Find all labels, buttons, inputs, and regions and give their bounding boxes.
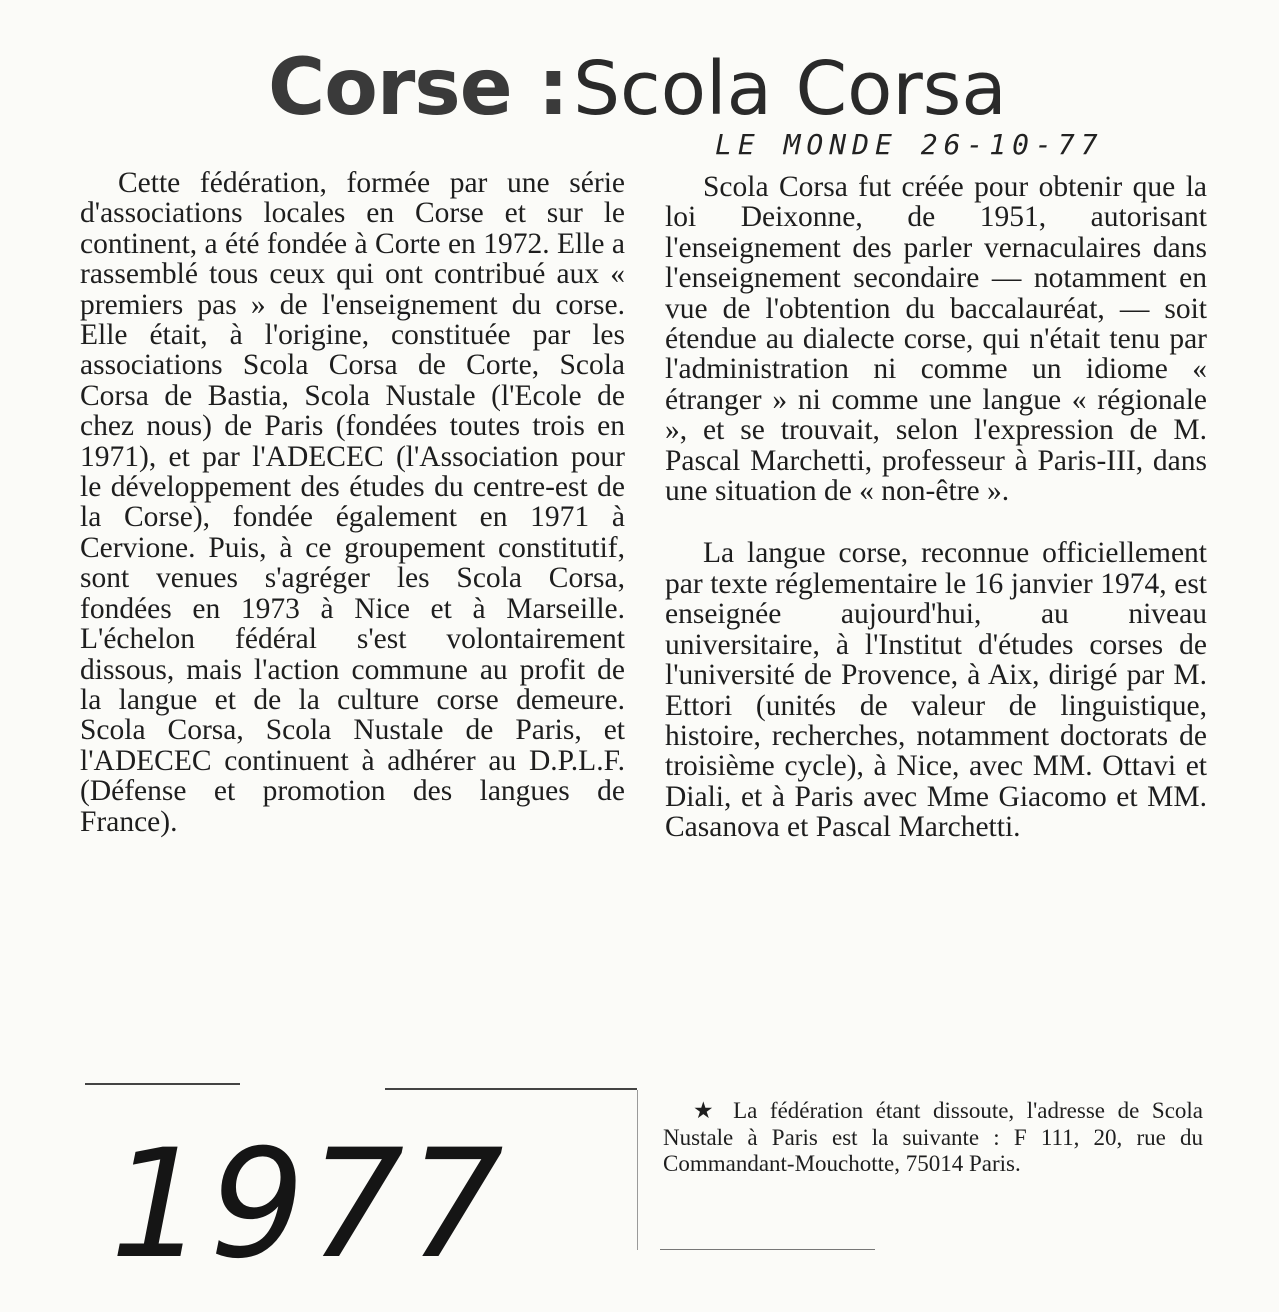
- column-divider-line: [637, 1090, 638, 1250]
- headline-part-2: Scola Corsa: [573, 46, 1007, 132]
- handwritten-year: 1977: [110, 1118, 508, 1292]
- right-column: [665, 172, 1207, 843]
- left-bottom-rule: [85, 1083, 240, 1085]
- footnote-bottom-rule: [660, 1249, 875, 1250]
- headline: [268, 38, 1048, 138]
- footnote: [663, 1098, 1203, 1178]
- left-column-paragraph: Cette fédération, formée par une série d'associations locales en Corse et sur le continent, a été fondée à Corte en 1972. Elle a rassemblé tous ceux qui ont contribué aux « premiers pas » de l'enseignement du corse. Elle était, à l'origine, constituée par les associations Scola Corsa de Corte, Scola Corsa de Bastia, Scola Nustale (l'Ecole de chez nous) de Paris (fondées toutes trois en 1971), et par l'ADECEC (l'Association pour le développement des études du centre-est de la Corse), fondée également en 1971 à Cervione. Puis, à ce groupement constitutif, sont venues s'agréger les Scola Corsa, fondées en 1973 à Nice et à Marseille. L'échelon fédéral s'est volontairement dissous, mais l'action commune au profit de la langue et de la culture corse demeure. Scola Corsa, Scola Nustale de Paris, et l'ADECEC continuent à adhérer au D.P.L.F. (Défense et promotion des langues de France).: [80, 167, 625, 838]
- right-column-paragraph-2: La langue corse, reconnue officiellement par texte réglementaire le 16 janvier 1974, est enseignée aujourd'hui, au niveau universitaire, à l'Institut d'études corses de l'université de Provence, à Aix, dirigé par M. Ettori (unités de valeur de linguistique, histoire, recherches, notamment doctorats de troisième cycle), à Nice, avec MM. Ottavi et Diali, et à Paris avec Mme Giacomo et MM. Casanova et Pascal Marchetti.: [665, 537, 1207, 844]
- headline-part-1: Corse :: [268, 43, 568, 133]
- left-column: [80, 168, 625, 837]
- right-column-paragraph-1: Scola Corsa fut créée pour obtenir que la loi Deixonne, de 1951, autorisant l'enseignement des parler vernaculaires dans l'enseignement secondaire — notamment en vue de l'obtention du baccalauréat, — soit étendue au dialecte corse, qui n'était tenu par l'administration ni comme un idiome « étranger » ni comme une langue « régionale », et se trouvait, selon l'expression de M. Pascal Marchetti, professeur à Paris-III, dans une situation de « non-être ».: [665, 171, 1207, 508]
- handwritten-source-note: LE MONDE 26-10-77: [715, 128, 1104, 161]
- center-bottom-rule: [385, 1088, 637, 1090]
- footnote-text: ★ La fédération étant dissoute, l'adresse de Scola Nustale à Paris est la suivante : F 111, 20, rue du Commandant-Mouchotte, 75014 Paris.: [663, 1098, 1203, 1176]
